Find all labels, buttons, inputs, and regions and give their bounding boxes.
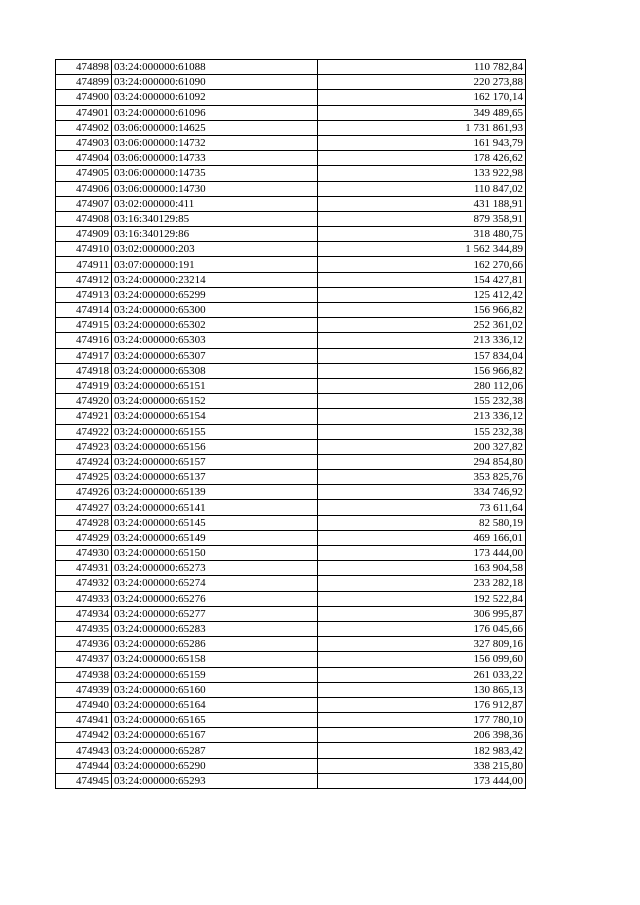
table-row xyxy=(56,561,526,576)
cadastral-value-cell: 261 033,22 xyxy=(318,667,526,682)
cadastral-number-cell: 03:24:000000:65137 xyxy=(112,470,318,485)
table-row xyxy=(56,348,526,363)
cadastral-value-cell: 130 865,13 xyxy=(318,682,526,697)
cadastral-number-cell: 03:24:000000:65154 xyxy=(112,409,318,424)
cadastral-number-cell: 03:24:000000:65165 xyxy=(112,713,318,728)
table-row xyxy=(56,758,526,773)
row-number-cell: 474921 xyxy=(56,409,112,424)
cadastral-value-cell: 431 188,91 xyxy=(318,196,526,211)
row-number-cell: 474938 xyxy=(56,667,112,682)
cadastral-value-cell: 200 327,82 xyxy=(318,439,526,454)
row-number-cell: 474919 xyxy=(56,378,112,393)
row-number-cell: 474934 xyxy=(56,606,112,621)
cadastral-value-cell: 327 809,16 xyxy=(318,637,526,652)
cadastral-number-cell: 03:24:000000:65300 xyxy=(112,303,318,318)
table-row xyxy=(56,530,526,545)
table-row xyxy=(56,166,526,181)
cadastral-value-cell: 156 966,82 xyxy=(318,303,526,318)
table-row xyxy=(56,470,526,485)
table-body xyxy=(56,60,526,789)
cadastral-number-cell: 03:24:000000:65150 xyxy=(112,546,318,561)
table-row xyxy=(56,454,526,469)
cadastral-value-cell: 349 489,65 xyxy=(318,105,526,120)
cadastral-value-cell: 110 782,84 xyxy=(318,60,526,75)
table-row xyxy=(56,151,526,166)
cadastral-number-cell: 03:24:000000:65139 xyxy=(112,485,318,500)
table-row xyxy=(56,227,526,242)
row-number-cell: 474939 xyxy=(56,682,112,697)
cadastral-value-cell: 294 854,80 xyxy=(318,454,526,469)
table-row xyxy=(56,318,526,333)
cadastral-value-cell: 173 444,00 xyxy=(318,773,526,788)
row-number-cell: 474910 xyxy=(56,242,112,257)
cadastral-value-cell: 125 412,42 xyxy=(318,287,526,302)
cadastral-number-cell: 03:16:340129:85 xyxy=(112,211,318,226)
cadastral-number-cell: 03:24:000000:65286 xyxy=(112,637,318,652)
cadastral-number-cell: 03:24:000000:65156 xyxy=(112,439,318,454)
cadastral-number-cell: 03:07:000000:191 xyxy=(112,257,318,272)
row-number-cell: 474933 xyxy=(56,591,112,606)
cadastral-value-cell: 306 995,87 xyxy=(318,606,526,621)
cadastral-value-cell: 110 847,02 xyxy=(318,181,526,196)
row-number-cell: 474900 xyxy=(56,90,112,105)
row-number-cell: 474925 xyxy=(56,470,112,485)
cadastral-number-cell: 03:24:000000:65302 xyxy=(112,318,318,333)
table-row xyxy=(56,196,526,211)
cadastral-number-cell: 03:24:000000:65299 xyxy=(112,287,318,302)
cadastral-number-cell: 03:24:000000:65276 xyxy=(112,591,318,606)
row-number-cell: 474912 xyxy=(56,272,112,287)
table-row xyxy=(56,485,526,500)
cadastral-value-cell: 156 966,82 xyxy=(318,363,526,378)
cadastral-number-cell: 03:24:000000:65160 xyxy=(112,682,318,697)
cadastral-value-table xyxy=(55,59,526,789)
row-number-cell: 474904 xyxy=(56,151,112,166)
cadastral-number-cell: 03:06:000000:14732 xyxy=(112,135,318,150)
cadastral-number-cell: 03:24:000000:65308 xyxy=(112,363,318,378)
row-number-cell: 474926 xyxy=(56,485,112,500)
row-number-cell: 474936 xyxy=(56,637,112,652)
table-row xyxy=(56,546,526,561)
table-row xyxy=(56,500,526,515)
row-number-cell: 474902 xyxy=(56,120,112,135)
table-row xyxy=(56,135,526,150)
table-row xyxy=(56,257,526,272)
cadastral-value-cell: 163 904,58 xyxy=(318,561,526,576)
cadastral-value-cell: 157 834,04 xyxy=(318,348,526,363)
cadastral-number-cell: 03:24:000000:65290 xyxy=(112,758,318,773)
row-number-cell: 474923 xyxy=(56,439,112,454)
table-row xyxy=(56,697,526,712)
cadastral-value-cell: 156 099,60 xyxy=(318,652,526,667)
cadastral-number-cell: 03:24:000000:65158 xyxy=(112,652,318,667)
table-row xyxy=(56,287,526,302)
row-number-cell: 474899 xyxy=(56,75,112,90)
row-number-cell: 474908 xyxy=(56,211,112,226)
row-number-cell: 474942 xyxy=(56,728,112,743)
table-row xyxy=(56,105,526,120)
table-row xyxy=(56,728,526,743)
cadastral-number-cell: 03:24:000000:23214 xyxy=(112,272,318,287)
cadastral-number-cell: 03:24:000000:65152 xyxy=(112,394,318,409)
table-row xyxy=(56,667,526,682)
table-row xyxy=(56,515,526,530)
cadastral-value-cell: 220 273,88 xyxy=(318,75,526,90)
row-number-cell: 474945 xyxy=(56,773,112,788)
cadastral-value-cell: 318 480,75 xyxy=(318,227,526,242)
cadastral-value-cell: 161 943,79 xyxy=(318,135,526,150)
row-number-cell: 474917 xyxy=(56,348,112,363)
table-row xyxy=(56,773,526,788)
cadastral-value-cell: 177 780,10 xyxy=(318,713,526,728)
table-row xyxy=(56,576,526,591)
cadastral-number-cell: 03:24:000000:61096 xyxy=(112,105,318,120)
cadastral-value-cell: 233 282,18 xyxy=(318,576,526,591)
table-row xyxy=(56,439,526,454)
cadastral-number-cell: 03:24:000000:61088 xyxy=(112,60,318,75)
cadastral-number-cell: 03:24:000000:65164 xyxy=(112,697,318,712)
table-row xyxy=(56,409,526,424)
cadastral-value-cell: 155 232,38 xyxy=(318,424,526,439)
row-number-cell: 474929 xyxy=(56,530,112,545)
cadastral-number-cell: 03:24:000000:65287 xyxy=(112,743,318,758)
cadastral-number-cell: 03:24:000000:65274 xyxy=(112,576,318,591)
row-number-cell: 474915 xyxy=(56,318,112,333)
row-number-cell: 474907 xyxy=(56,196,112,211)
cadastral-number-cell: 03:24:000000:65159 xyxy=(112,667,318,682)
cadastral-number-cell: 03:02:000000:411 xyxy=(112,196,318,211)
cadastral-value-cell: 82 580,19 xyxy=(318,515,526,530)
row-number-cell: 474931 xyxy=(56,561,112,576)
table-row xyxy=(56,621,526,636)
cadastral-number-cell: 03:24:000000:65151 xyxy=(112,378,318,393)
table-row xyxy=(56,90,526,105)
table-row xyxy=(56,652,526,667)
cadastral-number-cell: 03:24:000000:65283 xyxy=(112,621,318,636)
cadastral-number-cell: 03:24:000000:65273 xyxy=(112,561,318,576)
row-number-cell: 474927 xyxy=(56,500,112,515)
row-number-cell: 474928 xyxy=(56,515,112,530)
cadastral-number-cell: 03:24:000000:61092 xyxy=(112,90,318,105)
cadastral-number-cell: 03:24:000000:61090 xyxy=(112,75,318,90)
cadastral-number-cell: 03:24:000000:65303 xyxy=(112,333,318,348)
row-number-cell: 474913 xyxy=(56,287,112,302)
row-number-cell: 474916 xyxy=(56,333,112,348)
cadastral-number-cell: 03:02:000000:203 xyxy=(112,242,318,257)
cadastral-value-cell: 213 336,12 xyxy=(318,333,526,348)
cadastral-value-cell: 133 922,98 xyxy=(318,166,526,181)
cadastral-number-cell: 03:16:340129:86 xyxy=(112,227,318,242)
cadastral-value-cell: 154 427,81 xyxy=(318,272,526,287)
table-row xyxy=(56,272,526,287)
cadastral-number-cell: 03:24:000000:65149 xyxy=(112,530,318,545)
table-row xyxy=(56,606,526,621)
row-number-cell: 474901 xyxy=(56,105,112,120)
row-number-cell: 474905 xyxy=(56,166,112,181)
cadastral-number-cell: 03:24:000000:65141 xyxy=(112,500,318,515)
table-row xyxy=(56,120,526,135)
cadastral-value-cell: 73 611,64 xyxy=(318,500,526,515)
cadastral-value-cell: 206 398,36 xyxy=(318,728,526,743)
table-row xyxy=(56,682,526,697)
cadastral-value-cell: 162 170,14 xyxy=(318,90,526,105)
table-row xyxy=(56,242,526,257)
cadastral-number-cell: 03:24:000000:65145 xyxy=(112,515,318,530)
cadastral-number-cell: 03:06:000000:14735 xyxy=(112,166,318,181)
cadastral-value-cell: 1 562 344,89 xyxy=(318,242,526,257)
cadastral-value-cell: 280 112,06 xyxy=(318,378,526,393)
table-row xyxy=(56,60,526,75)
row-number-cell: 474943 xyxy=(56,743,112,758)
cadastral-value-cell: 192 522,84 xyxy=(318,591,526,606)
cadastral-value-cell: 178 426,62 xyxy=(318,151,526,166)
cadastral-value-cell: 173 444,00 xyxy=(318,546,526,561)
cadastral-number-cell: 03:06:000000:14733 xyxy=(112,151,318,166)
table-row xyxy=(56,424,526,439)
cadastral-number-cell: 03:24:000000:65157 xyxy=(112,454,318,469)
row-number-cell: 474918 xyxy=(56,363,112,378)
cadastral-number-cell: 03:24:000000:65307 xyxy=(112,348,318,363)
table-row xyxy=(56,637,526,652)
row-number-cell: 474903 xyxy=(56,135,112,150)
cadastral-number-cell: 03:24:000000:65155 xyxy=(112,424,318,439)
cadastral-value-cell: 338 215,80 xyxy=(318,758,526,773)
table-row xyxy=(56,333,526,348)
row-number-cell: 474930 xyxy=(56,546,112,561)
table-row xyxy=(56,211,526,226)
row-number-cell: 474914 xyxy=(56,303,112,318)
table-row xyxy=(56,394,526,409)
row-number-cell: 474937 xyxy=(56,652,112,667)
row-number-cell: 474944 xyxy=(56,758,112,773)
cadastral-value-cell: 879 358,91 xyxy=(318,211,526,226)
cadastral-number-cell: 03:24:000000:65277 xyxy=(112,606,318,621)
table-row xyxy=(56,743,526,758)
row-number-cell: 474922 xyxy=(56,424,112,439)
cadastral-number-cell: 03:24:000000:65167 xyxy=(112,728,318,743)
row-number-cell: 474909 xyxy=(56,227,112,242)
table-row xyxy=(56,181,526,196)
cadastral-value-cell: 162 270,66 xyxy=(318,257,526,272)
cadastral-value-cell: 176 912,87 xyxy=(318,697,526,712)
cadastral-number-cell: 03:24:000000:65293 xyxy=(112,773,318,788)
row-number-cell: 474935 xyxy=(56,621,112,636)
cadastral-value-cell: 469 166,01 xyxy=(318,530,526,545)
table-row xyxy=(56,591,526,606)
row-number-cell: 474940 xyxy=(56,697,112,712)
row-number-cell: 474911 xyxy=(56,257,112,272)
cadastral-value-cell: 1 731 861,93 xyxy=(318,120,526,135)
cadastral-value-cell: 213 336,12 xyxy=(318,409,526,424)
cadastral-value-cell: 176 045,66 xyxy=(318,621,526,636)
table-row xyxy=(56,713,526,728)
cadastral-value-cell: 252 361,02 xyxy=(318,318,526,333)
cadastral-number-cell: 03:06:000000:14625 xyxy=(112,120,318,135)
table-row xyxy=(56,363,526,378)
row-number-cell: 474941 xyxy=(56,713,112,728)
row-number-cell: 474924 xyxy=(56,454,112,469)
row-number-cell: 474906 xyxy=(56,181,112,196)
table-row xyxy=(56,378,526,393)
row-number-cell: 474920 xyxy=(56,394,112,409)
cadastral-value-cell: 334 746,92 xyxy=(318,485,526,500)
table-row xyxy=(56,303,526,318)
cadastral-number-cell: 03:06:000000:14730 xyxy=(112,181,318,196)
cadastral-value-cell: 353 825,76 xyxy=(318,470,526,485)
row-number-cell: 474932 xyxy=(56,576,112,591)
cadastral-value-cell: 182 983,42 xyxy=(318,743,526,758)
row-number-cell: 474898 xyxy=(56,60,112,75)
cadastral-value-cell: 155 232,38 xyxy=(318,394,526,409)
table-row xyxy=(56,75,526,90)
